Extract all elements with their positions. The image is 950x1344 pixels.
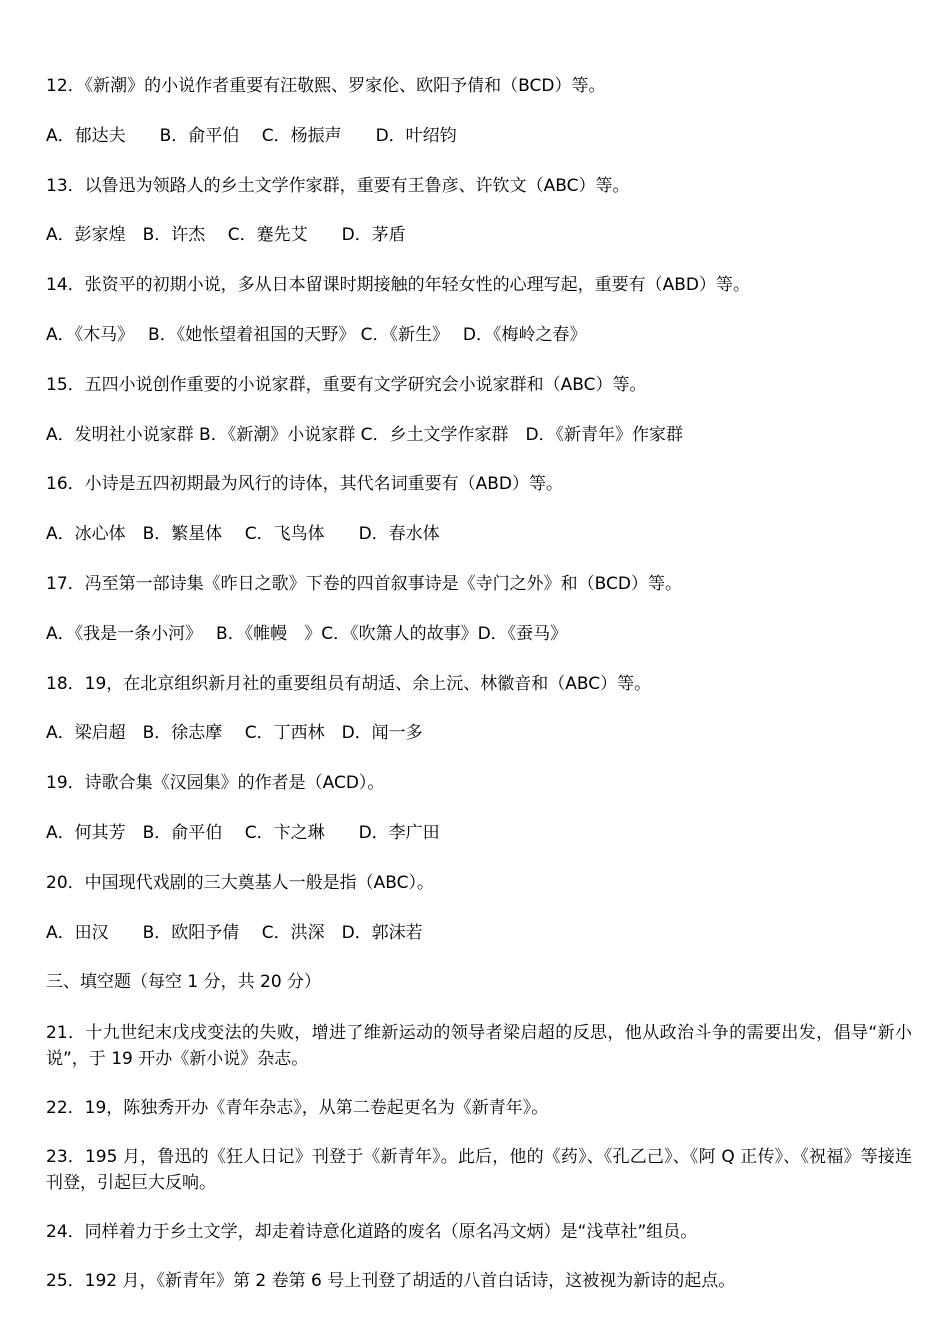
question-18: 18．19，在北京组织新月社的重要组员有胡适、余上沅、林徽音和（ABC）等。: [46, 673, 652, 694]
question-21: 21．十九世纪末戊戌变法的失败，增进了维新运动的领导者梁启超的反思，他从政治斗争的需要出发，倡导“新小说”，于 19 开办《新小说》杂志。: [46, 1023, 912, 1070]
question-19-options: A．何其芳 B．俞平伯 C．卞之琳 D．李广田: [46, 822, 440, 843]
question-17-options: A．《我是一条小河》 B．《帷幔 》C．《吹箫人的故事》D．《蚕马》: [46, 623, 568, 644]
question-20-options: A．田汉 B．欧阳予倩 C．洪深 D．郭沫若: [46, 922, 423, 943]
question-18-options: A．梁启超 B．徐志摩 C．丁西林 D．闻一多: [46, 723, 423, 744]
question-16-options: A．冰心体 B．繁星体 C．飞鸟体 D．春水体: [46, 524, 440, 545]
question-17: 17．冯至第一部诗集《昨日之歌》下卷的四首叙事诗是《寺门之外》和（BCD）等。: [46, 573, 682, 594]
question-19: 19．诗歌合集《汉园集》的作者是（ACD）。: [46, 773, 385, 794]
question-14: 14．张资平的初期小说，多从日本留课时期接触的年轻女性的心理写起，重要有（ABD）等。: [46, 275, 751, 296]
question-25: 25．192 月，《新青年》第 2 卷第 6 号上刊登了胡适的八首白话诗，这被视为新诗的起点。: [46, 1271, 736, 1292]
question-20: 20．中国现代戏剧的三大奠基人一般是指（ABC）。: [46, 872, 434, 893]
section-heading: 三、填空题（每空 1 分，共 20 分）: [46, 972, 322, 993]
document-page: [46, 74, 912, 1317]
question-13-options: A．彭家煌 B．许杰 C．蹇先艾 D．茅盾: [46, 225, 406, 246]
question-22: 22．19，陈独秀开办《青年杂志》，从第二卷起更名为《新青年》。: [46, 1098, 549, 1119]
question-13: 13．以鲁迅为领路人的乡土文学作家群，重要有王鲁彦、许钦文（ABC）等。: [46, 175, 630, 196]
question-12: 12．《新潮》的小说作者重要有汪敬熙、罗家伦、欧阳予倩和（BCD）等。: [46, 76, 606, 96]
question-16: 16．小诗是五四初期最为风行的诗体，其代名词重要有（ABD）等。: [46, 474, 564, 495]
question-15-options: A．发明社小说家群 B．《新潮》小说家群 C．乡土文学作家群 D．《新青年》作家群: [46, 424, 684, 445]
question-14-options: A．《木马》 B．《她怅望着祖国的天野》 C．《新生》 D．《梅岭之春》: [46, 324, 587, 345]
question-23: 23．195 月，鲁迅的《狂人日记》刊登于《新青年》。此后，他的《药》、《孔乙己》、《阿 Q 正传》、《祝福》等接连刊登，引起巨大反响。: [46, 1147, 912, 1194]
question-24: 24．同样着力于乡土文学，却走着诗意化道路的废名（原名冯文炳）是“浅草社”组员。: [46, 1222, 698, 1243]
question-15: 15．五四小说创作重要的小说家群，重要有文学研究会小说家群和（ABC）等。: [46, 374, 647, 395]
question-12-options: A．郁达夫 B．俞平伯 C．杨振声 D．叶绍钧: [46, 125, 457, 146]
